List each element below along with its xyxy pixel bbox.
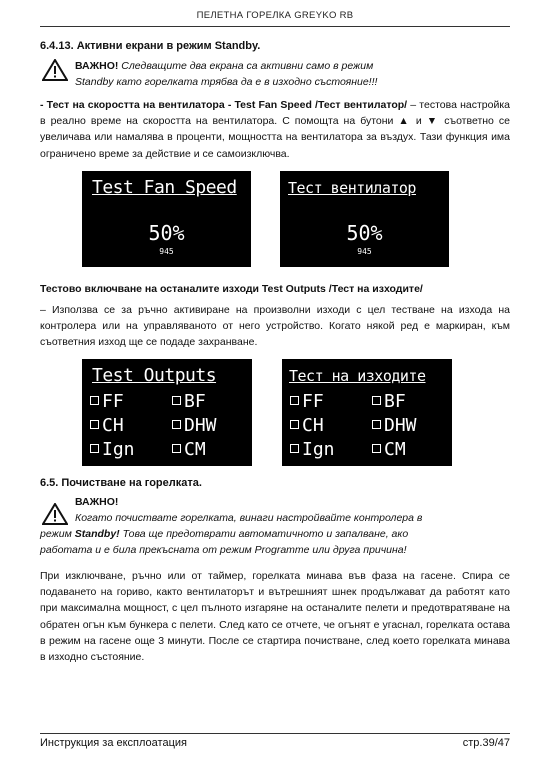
fan-screen-rpm: 945 (357, 247, 372, 256)
warning-line-2: Standby като горелката трябва да е в изходно състояние!!! (75, 76, 378, 88)
fan-test-heading: - Тест на скоростта на вентилатора - Test Fan Speed /Тест вентилатор/ (40, 99, 408, 111)
outputs-screen-bg (282, 359, 452, 466)
checkbox-icon (290, 420, 299, 429)
output-item: FF (290, 391, 372, 413)
checkbox-icon (172, 396, 181, 405)
output-item: FF (90, 391, 172, 413)
fan-screen-percent: 50% (148, 221, 185, 245)
warning-line-3: работата и е била прекъсната от режим Programme или друга причина! (40, 544, 407, 556)
warning-line-1: Когато почиствате горелката, винаги настройвайте контролера в (75, 512, 423, 524)
header-divider (40, 26, 510, 27)
output-item: BF (172, 391, 252, 413)
footer-divider (40, 733, 510, 734)
fan-test-paragraph (40, 97, 510, 162)
output-item: CM (172, 439, 252, 461)
checkbox-icon (372, 444, 381, 453)
section-title-6413: 6.4.13. Активни екрани в режим Standby. (40, 40, 261, 52)
warning-label: ВАЖНО! (75, 60, 119, 72)
outputs-test-body: – Използва се за ръчно активиране на произволни изходи с цел тестване на изхода на контролера или на управляваното от него устройство. Когато някой ред е маркиран, към съответния изход ще се подаде захранване. (40, 304, 510, 349)
checkbox-icon (372, 420, 381, 429)
outputs-test-heading: Тестово включване на останалите изходи Test Outputs /Тест на изходите/ (40, 283, 423, 295)
warning-icon (42, 59, 68, 81)
output-item: CH (290, 415, 372, 437)
output-item: CH (90, 415, 172, 437)
fan-screen-title: Тест вентилатор (288, 179, 416, 197)
checkbox-icon (290, 396, 299, 405)
footer-title: Инструкция за експлоатация (40, 737, 187, 749)
outputs-screen-title: Тест на изходите (289, 367, 426, 385)
warning-icon (42, 503, 68, 525)
output-item: CM (372, 439, 452, 461)
checkbox-icon (90, 444, 99, 453)
warning-line-1: Следващите два екрана са активни само в режим (118, 60, 374, 72)
fan-screen-bg (280, 171, 449, 267)
fan-screen-en (82, 171, 251, 267)
section-title-65: 6.5. Почистване на горелката. (40, 477, 202, 489)
outputs-screen-title: Test Outputs (92, 365, 217, 386)
fan-screen-title: Test Fan Speed (92, 177, 237, 198)
checkbox-icon (90, 420, 99, 429)
page-number: стр.39/47 (462, 737, 510, 749)
page-header: ПЕЛЕТНА ГОРЕЛКА GREYKO RB (196, 10, 354, 21)
fan-test-body: – тестова настройка в реално време на скоростта на вентилатора. С помощта на бутони ▲ и ▼ съответно се увеличава или намалява в проценти, мощността на вентилатора за въздух. Тази функция има ограничено време за действие и се самоизключва. (40, 99, 511, 160)
output-item: DHW (172, 415, 252, 437)
fan-screen-percent: 50% (346, 221, 383, 245)
cleaning-paragraph: При изключване, ръчно или от таймер, горелката минава във фаза на гасене. Спира се подаването на гориво, както вентилаторът и вътрешният шнек продължават да работят като при максимална мощност, с цел пълното изгаряне на останалите пелети и предотвратяване на обратен огън към бункера с пелети. След като се отчете, че огънят е угаснал, горелката остава в режим на гасене още 3 минути. После се стартира почистване, след което горелката минава в изходно състояние. (40, 570, 510, 664)
warning-label: ВАЖНО! (75, 496, 119, 508)
checkbox-icon (90, 396, 99, 405)
output-item: Ign (90, 439, 172, 461)
checkbox-icon (372, 396, 381, 405)
output-item: DHW (372, 415, 452, 437)
output-item: Ign (290, 439, 372, 461)
output-item: BF (372, 391, 452, 413)
checkbox-icon (172, 444, 181, 453)
checkbox-icon (290, 444, 299, 453)
outputs-screen-en (82, 359, 252, 466)
checkbox-icon (172, 420, 181, 429)
warning-line-2: режим Standby! Това ще предотврати автоматичното и запалване, ако (40, 528, 409, 540)
warning-6413 (75, 58, 377, 90)
fan-screen-rpm: 945 (159, 247, 174, 256)
